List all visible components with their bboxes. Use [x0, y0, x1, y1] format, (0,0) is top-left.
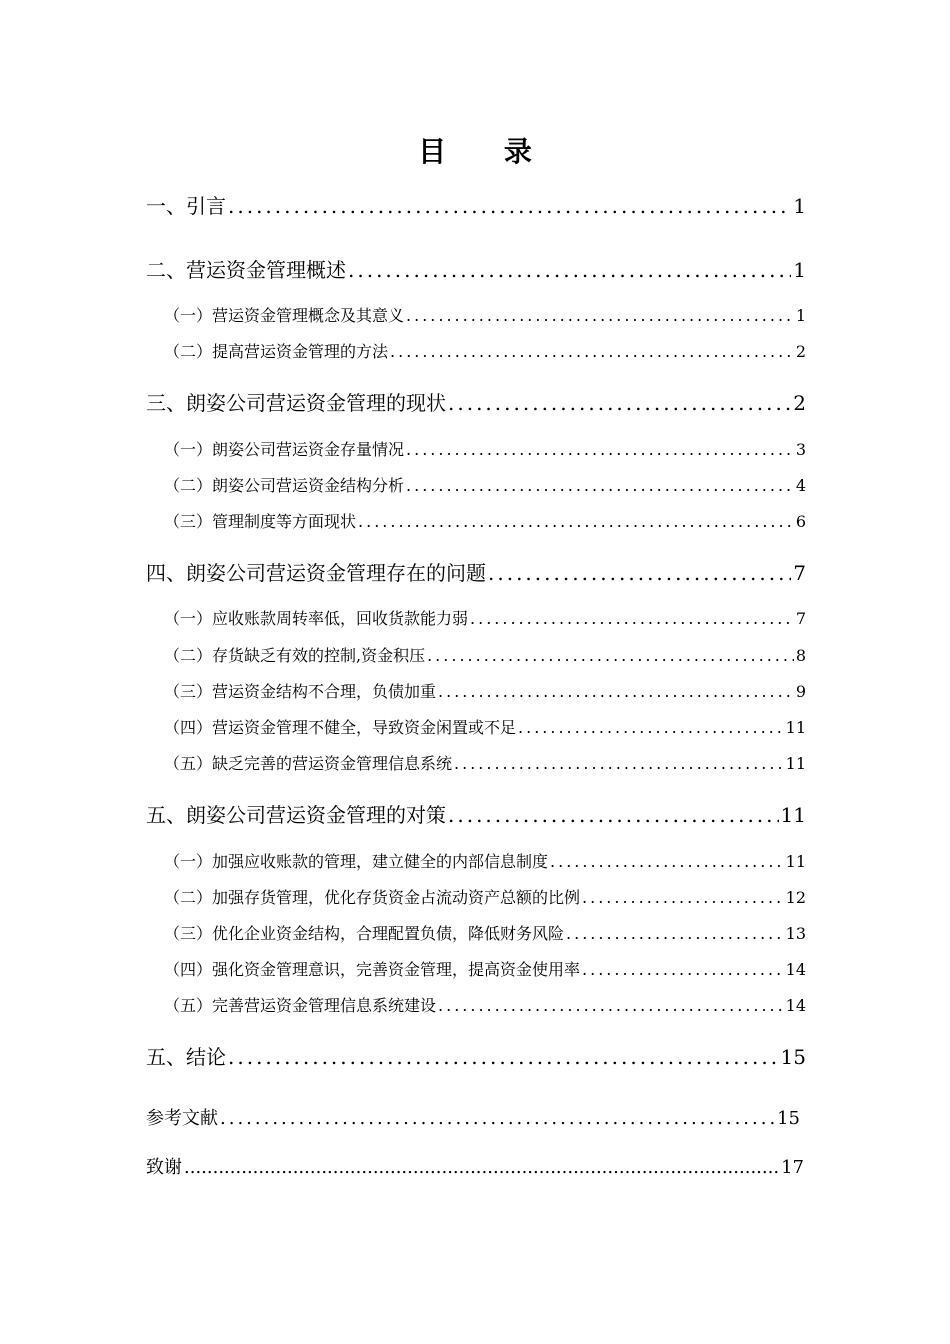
toc-entry[interactable]: [146, 799, 806, 828]
toc-entry[interactable]: [164, 715, 806, 738]
toc-entry-label: （二）朗姿公司营运资金结构分析: [164, 476, 405, 495]
toc-entry-label: 一、引言: [146, 194, 226, 218]
dot-leader: [358, 512, 794, 531]
toc-entry[interactable]: [146, 190, 806, 219]
toc-entry-label: （二）提高营运资金管理的方法: [164, 342, 389, 361]
toc-entry-page: 14: [785, 996, 806, 1015]
dot-leader: [427, 646, 794, 665]
dot-leader: [390, 342, 794, 361]
dot-leader: [470, 609, 794, 628]
toc-entry-page: 9: [795, 682, 806, 701]
toc-entry-page: 13: [785, 924, 806, 943]
dot-leader: [228, 194, 791, 218]
dot-leader: [582, 888, 784, 907]
toc-entry-page: 7: [793, 561, 806, 585]
toc-entry[interactable]: [146, 1041, 806, 1070]
toc-entry-page: 7: [795, 609, 806, 628]
dot-leader: [348, 258, 791, 282]
toc-entry-label: 二、营运资金管理概述: [146, 258, 346, 282]
toc-entry-page: 2: [795, 342, 806, 361]
toc-entry-page: 4: [795, 476, 806, 495]
toc-entry-label: （一）应收账款周转率低，回收货款能力弱: [164, 609, 469, 628]
toc-entry-page: 6: [795, 512, 806, 531]
dot-leader: [184, 1157, 779, 1178]
toc-entry-page: 2: [793, 391, 806, 415]
toc-entry-page: 8: [795, 646, 806, 665]
toc-entry-label: （三）营运资金结构不合理，负债加重: [164, 682, 437, 701]
toc-entry[interactable]: [146, 1153, 804, 1179]
dot-leader: [582, 960, 784, 979]
dot-leader: [448, 391, 791, 415]
dot-leader: [488, 561, 791, 585]
toc-entry[interactable]: [164, 849, 806, 872]
toc-entry[interactable]: [164, 437, 806, 460]
toc-entry-label: 致谢: [146, 1157, 182, 1178]
dot-leader: [220, 1108, 775, 1129]
dot-leader: [438, 682, 794, 701]
toc-entry-label: （三）优化企业资金结构，合理配置负债，降低财务风险: [164, 924, 565, 943]
toc-entry[interactable]: [146, 1104, 800, 1130]
toc-entry[interactable]: [164, 473, 806, 496]
toc-entry[interactable]: [146, 557, 806, 586]
toc-entry-page: 15: [780, 1045, 806, 1069]
toc-entry[interactable]: [164, 339, 806, 362]
toc-entry-page: 1: [793, 194, 806, 218]
toc-entry-label: 三、朗姿公司营运资金管理的现状: [146, 391, 446, 415]
dot-leader: [406, 440, 794, 459]
toc-entry[interactable]: [164, 606, 806, 629]
toc-entry-label: （四）营运资金管理不健全，导致资金闲置或不足: [164, 718, 517, 737]
toc-entry-label: 五、结论: [146, 1045, 226, 1069]
toc-entry-label: （四）强化资金管理意识，完善资金管理，提高资金使用率: [164, 960, 581, 979]
toc-entry[interactable]: [146, 387, 806, 416]
toc-entry[interactable]: [164, 751, 806, 774]
toc-entry-label: （二）加强存货管理，优化存货资金占流动资产总额的比例: [164, 888, 581, 907]
dot-leader: [406, 306, 794, 325]
toc-entry-page: 11: [785, 718, 806, 737]
toc-entry-page: 11: [785, 852, 806, 871]
toc-entry-label: （五）缺乏完善的营运资金管理信息系统: [164, 754, 453, 773]
toc-entry[interactable]: [164, 679, 806, 702]
toc-entry-label: （一）朗姿公司营运资金存量情况: [164, 440, 405, 459]
dot-leader: [448, 803, 779, 827]
toc-entry-page: 11: [785, 754, 806, 773]
toc-entry-label: （一）加强应收账款的管理，建立健全的内部信息制度: [164, 852, 549, 871]
toc-entry[interactable]: [164, 303, 806, 326]
toc-entry-label: （五）完善营运资金管理信息系统建设: [164, 996, 437, 1015]
toc-entry-page: 12: [785, 888, 806, 907]
toc-entry-page: 11: [780, 803, 806, 827]
toc-entry-label: 参考文献: [146, 1108, 218, 1129]
dot-leader: [518, 718, 784, 737]
toc-entry-page: 15: [777, 1108, 800, 1129]
toc-entry-label: （二）存货缺乏有效的控制,资金积压: [164, 646, 426, 665]
toc-entry-page: 1: [793, 258, 806, 282]
toc-entry-label: 五、朗姿公司营运资金管理的对策: [146, 803, 446, 827]
dot-leader: [550, 852, 784, 871]
toc-entry[interactable]: [164, 643, 806, 666]
toc-entry-page: 1: [795, 306, 806, 325]
dot-leader: [454, 754, 784, 773]
toc-entry-page: 14: [785, 960, 806, 979]
toc-entry[interactable]: [164, 957, 806, 980]
toc-entry[interactable]: [164, 509, 806, 532]
toc-entry-page: 17: [781, 1157, 804, 1178]
toc-entry[interactable]: [146, 254, 806, 283]
toc-entry-label: （一）营运资金管理概念及其意义: [164, 306, 405, 325]
toc-entry[interactable]: [164, 993, 806, 1016]
page-title: 目 录: [418, 135, 556, 168]
dot-leader: [566, 924, 784, 943]
dot-leader: [406, 476, 794, 495]
toc-entry-label: （三）管理制度等方面现状: [164, 512, 357, 531]
dot-leader: [228, 1045, 779, 1069]
toc-entry[interactable]: [164, 921, 806, 944]
toc-entry[interactable]: [164, 885, 806, 908]
toc-entry-page: 3: [795, 440, 806, 459]
toc-entry-label: 四、朗姿公司营运资金管理存在的问题: [146, 561, 486, 585]
dot-leader: [438, 996, 784, 1015]
